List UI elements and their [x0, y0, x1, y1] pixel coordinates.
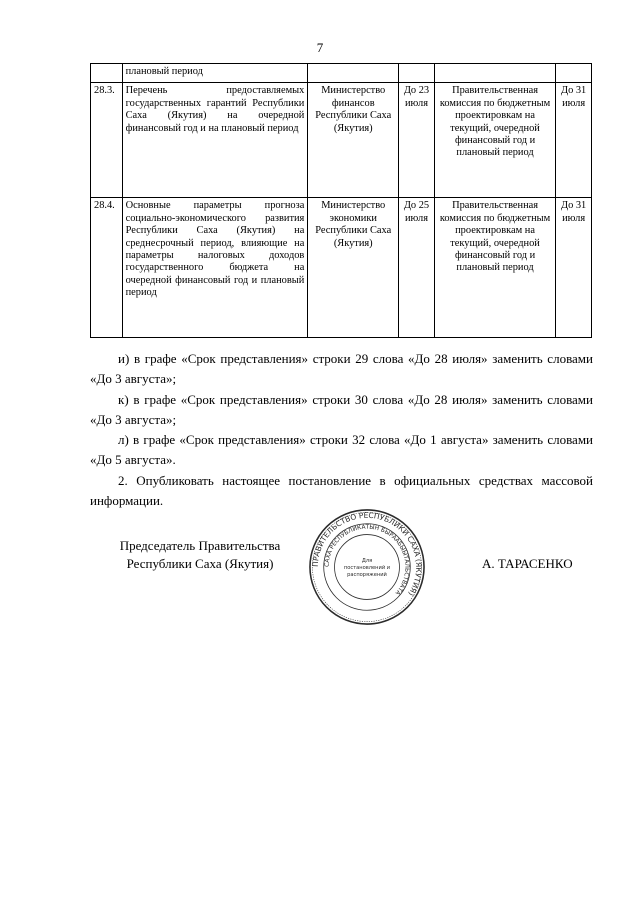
- seal-center-line-3: распоряжений: [347, 571, 387, 578]
- row-number: 28.3.: [91, 83, 123, 198]
- amendment-text: [90, 349, 593, 511]
- position-line-1: Председатель Правительства: [119, 538, 281, 553]
- row-description: Перечень предоставляемых государственных гарантий Республики Саха (Якутия) на очередной финансовый год и на плановый период: [122, 83, 308, 198]
- row-deadline: До 25 июля: [399, 198, 435, 338]
- table-row: [91, 64, 592, 83]
- row-deadline: До 23 июля: [399, 83, 435, 198]
- row-commission-deadline: [556, 64, 592, 83]
- row-deadline: [399, 64, 435, 83]
- paragraph-l: л) в графе «Срок представления» строки 32 слова «До 1 августа» заменить словами «До 5 августа».: [90, 432, 593, 468]
- official-seal: [308, 508, 426, 626]
- seal-outer-text: ПРАВИТЕЛЬСТВО РЕСПУБЛИКИ САХА (ЯКУТИЯ): [310, 510, 424, 598]
- paragraph-k: к) в графе «Срок представления» строки 30 слова «До 28 июля» заменить словами «До 3 августа»;: [90, 391, 593, 427]
- row-executor: Министерство экономики Республики Саха (Якутия): [308, 198, 399, 338]
- table-row: [91, 83, 592, 198]
- row-commission: Правительственная комиссия по бюджетным проектировкам на текущий, очередной финансовый год и плановый период: [434, 198, 555, 338]
- paragraph-2: 2. Опубликовать настоящее постановление в официальных средствах массовой информации.: [90, 472, 593, 509]
- row-executor: Министерство финансов Республики Саха (Якутия): [308, 83, 399, 198]
- position-line-2: Республики Саха (Якутия): [126, 556, 274, 571]
- row-commission-deadline: До 31 июля: [556, 83, 592, 198]
- row-commission: Правительственная комиссия по бюджетным проектировкам на текущий, очередной финансовый год и плановый период: [434, 83, 555, 198]
- seal-inner-text: САХА РЕСПУБЛИКАТЫН БЫРААБЫЫТАЛЬСТВАТА: [324, 524, 410, 596]
- paragraph-i: и) в графе «Срок представления» строки 29 слова «До 28 июля» заменить словами «До 3 августа»;: [90, 351, 593, 387]
- seal-center-line-2: постановлений и: [343, 564, 391, 571]
- row-executor: [308, 64, 399, 83]
- schedule-table: [90, 63, 592, 338]
- row-number: 28.4.: [91, 198, 123, 338]
- page-number: 7: [316, 40, 324, 55]
- seal-center-line-1: Для: [361, 558, 373, 565]
- row-commission: [434, 64, 555, 83]
- signatory-name: А. ТАРАСЕНКО: [482, 556, 573, 571]
- row-description: Основные параметры прогноза социально-экономического развития Республики Саха (Якутия) на среднесрочный период, влияющие на параметры налоговых доходов государственного бюджета на очередной финансовый год и плановый период: [122, 198, 308, 338]
- row-commission-deadline: До 31 июля: [556, 198, 592, 338]
- row-description: плановый период: [122, 64, 308, 83]
- table-row: [91, 198, 592, 338]
- row-number: [91, 64, 123, 83]
- signatory-position: [90, 537, 310, 573]
